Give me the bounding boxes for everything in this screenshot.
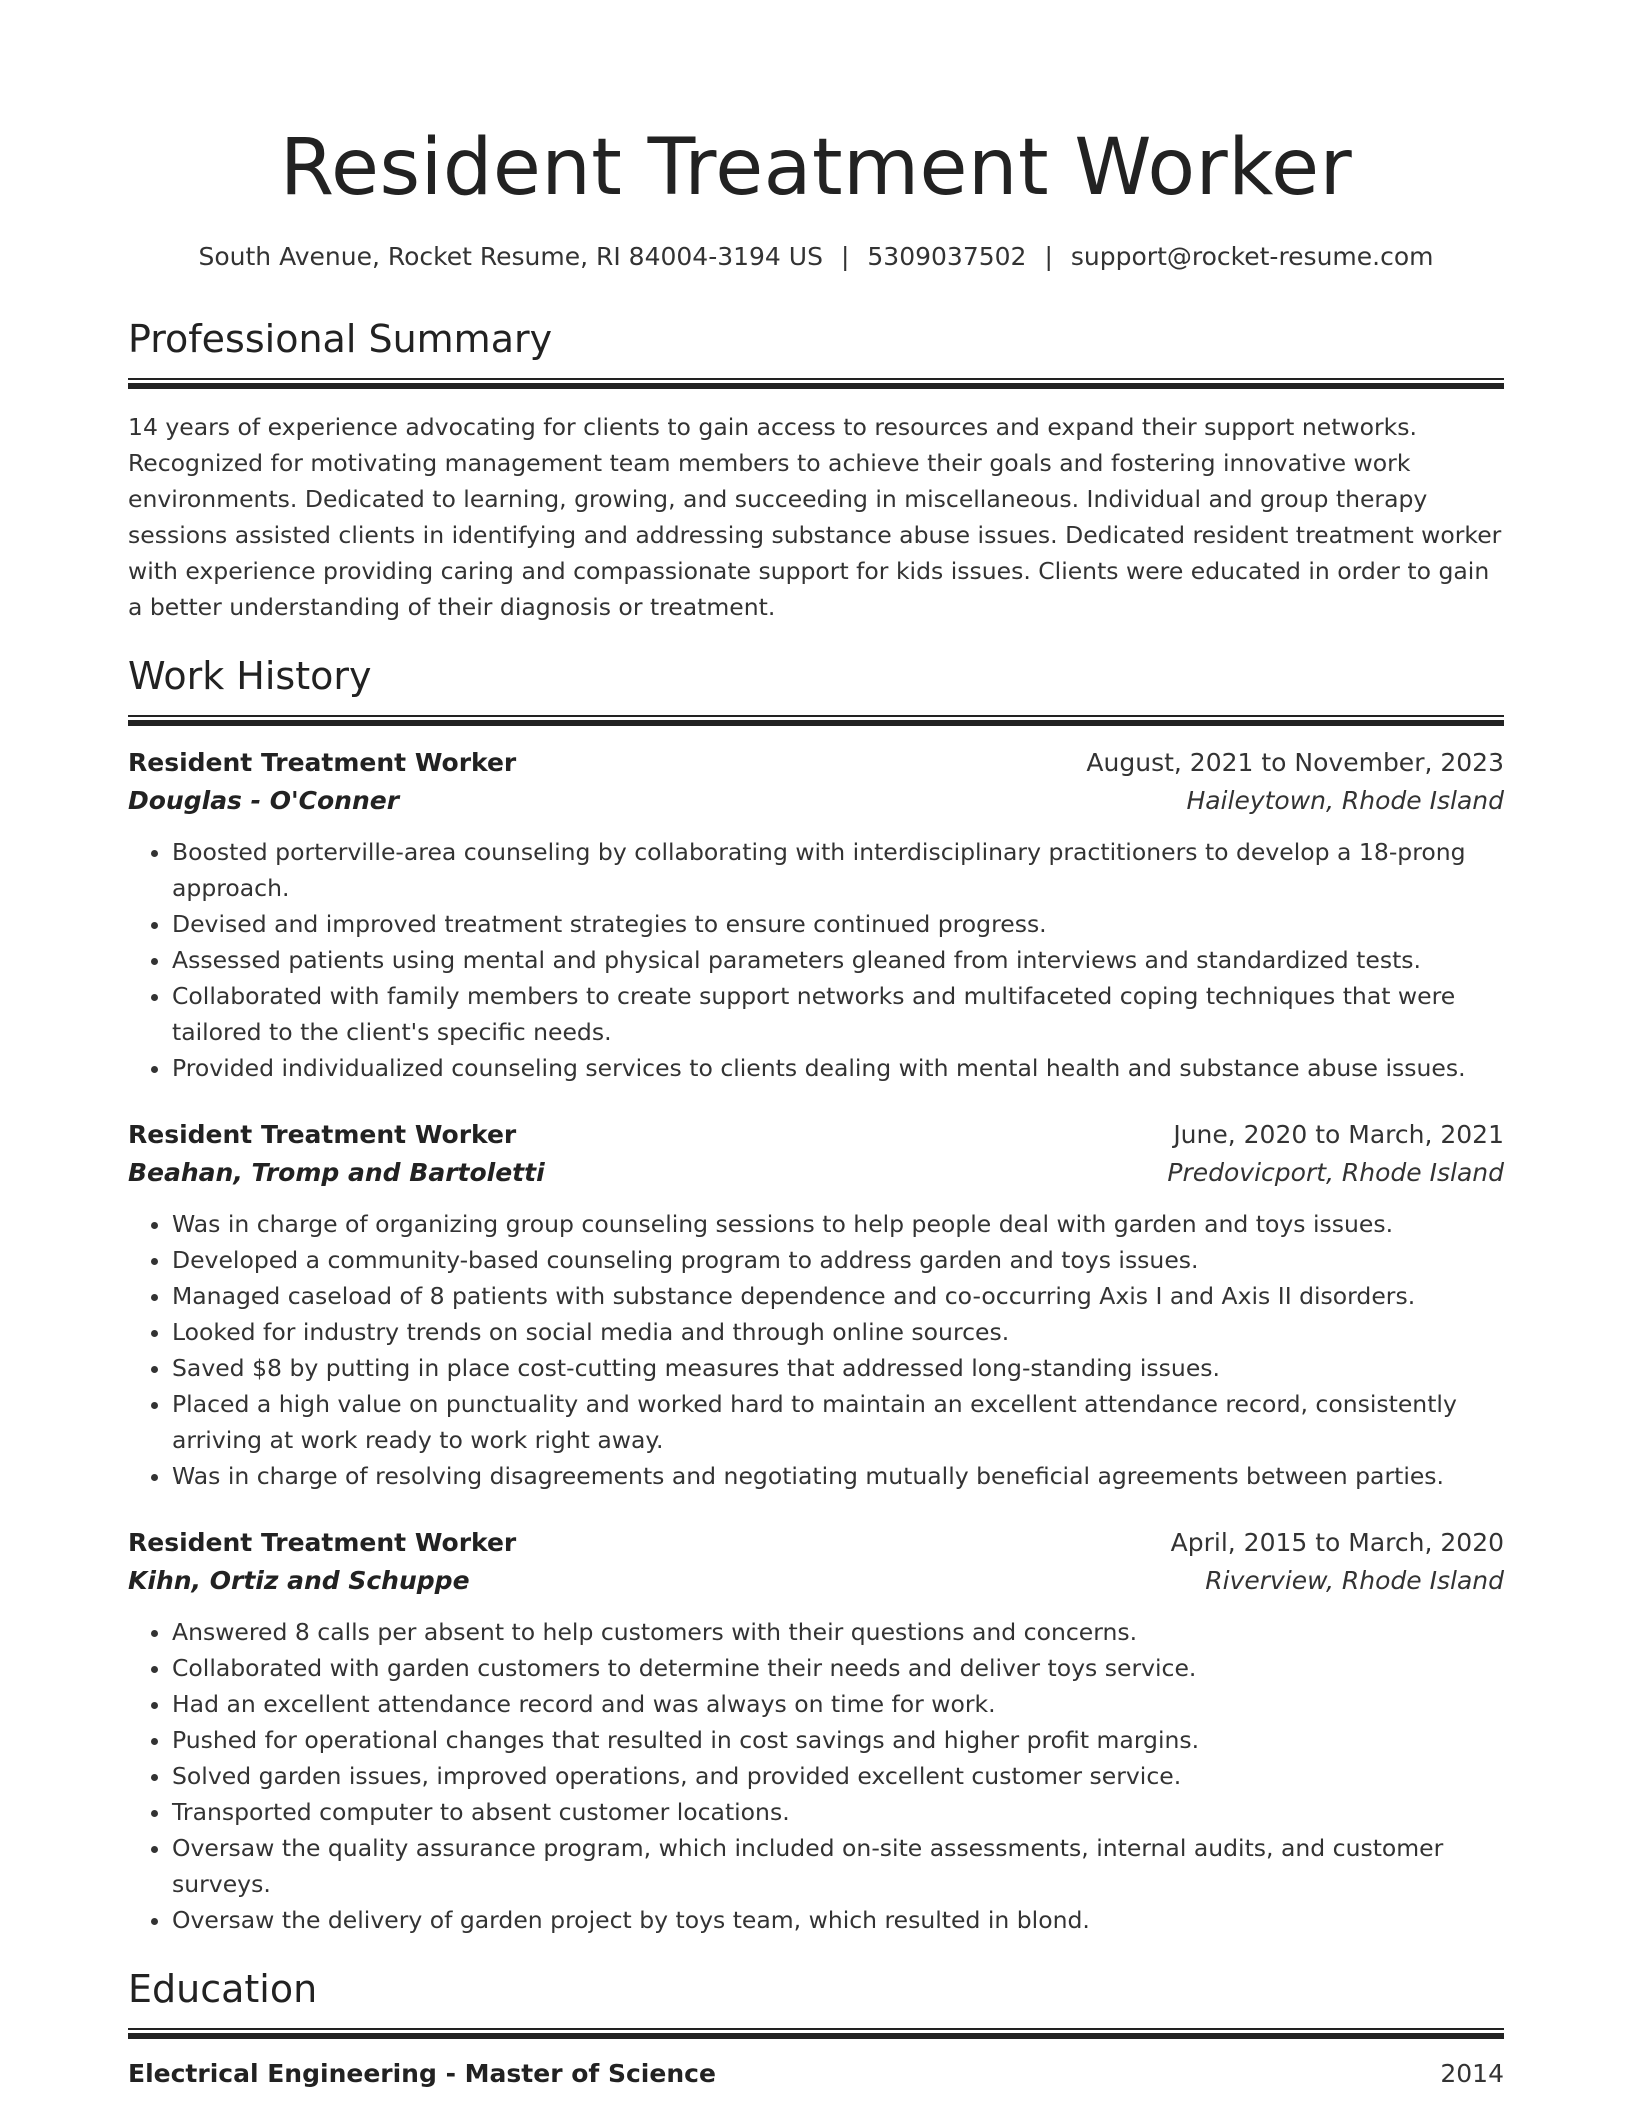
work-history-heading: Work History xyxy=(128,654,372,698)
list-item: • Looked for industry trends on social media and through online sources. xyxy=(172,1314,1504,1350)
education-heading: Education xyxy=(128,1967,318,2011)
list-item: • Oversaw the quality assurance program, which included on-site assessments, internal audits, and customer surveys. xyxy=(172,1830,1504,1902)
job-title: Resident Treatment Worker xyxy=(128,1120,517,1149)
job-location: Predovicport, Rhode Island xyxy=(1167,1158,1504,1187)
company-name: Douglas - O'Conner xyxy=(128,786,400,815)
job-entry xyxy=(128,1116,1504,1494)
list-item: • Had an excellent attendance record and was always on time for work. xyxy=(172,1686,1504,1722)
company-name: Kihn, Ortiz and Schuppe xyxy=(128,1566,470,1595)
candidate-name: Resident Treatment Worker xyxy=(279,123,1353,213)
job-dates: August, 2021 to November, 2023 xyxy=(1086,748,1504,777)
list-item: • Was in charge of organizing group counseling sessions to help people deal with garden and toys issues. xyxy=(172,1206,1504,1242)
job-location: Riverview, Rhode Island xyxy=(1205,1566,1504,1595)
list-item: • Placed a high value on punctuality and worked hard to maintain an excellent attendance record, consistently arriving at work ready to work right away. xyxy=(172,1386,1504,1458)
list-item: • Provided individualized counseling services to clients dealing with mental health and substance abuse issues. xyxy=(172,1050,1504,1086)
list-item: • Devised and improved treatment strategies to ensure continued progress. xyxy=(172,906,1504,942)
list-item: • Pushed for operational changes that resulted in cost savings and higher profit margins. xyxy=(172,1722,1504,1758)
job-dates: April, 2015 to March, 2020 xyxy=(1170,1528,1504,1557)
summary-heading: Professional Summary xyxy=(128,317,553,361)
graduation-year: 2014 xyxy=(1440,2059,1504,2088)
contact-phone: 5309037502 xyxy=(867,242,1027,271)
list-item: • Oversaw the delivery of garden project by toys team, which resulted in blond. xyxy=(172,1902,1504,1938)
job-entry xyxy=(128,1524,1504,1938)
degree-name: Electrical Engineering - Master of Science xyxy=(128,2059,716,2088)
section-divider xyxy=(128,378,1504,389)
list-item: • Assessed patients using mental and physical parameters gleaned from interviews and standardized tests. xyxy=(172,942,1504,978)
job-dates: June, 2020 to March, 2021 xyxy=(1173,1120,1504,1149)
job-bullets xyxy=(128,1206,1504,1494)
contact-line xyxy=(128,240,1504,274)
list-item: • Managed caseload of 8 patients with substance dependence and co-occurring Axis I and Axis II disorders. xyxy=(172,1278,1504,1314)
contact-address: South Avenue, Rocket Resume, RI 84004-3194 US xyxy=(198,242,823,271)
list-item: • Boosted porterville-area counseling by collaborating with interdisciplinary practitioners to develop a 18-prong approach. xyxy=(172,834,1504,906)
section-divider xyxy=(128,715,1504,726)
education-section xyxy=(128,1966,1504,2093)
contact-email: support@rocket-resume.com xyxy=(1070,242,1434,271)
list-item: • Was in charge of resolving disagreements and negotiating mutually beneficial agreements between parties. xyxy=(172,1458,1504,1494)
job-entry xyxy=(128,744,1504,1086)
list-item: • Transported computer to absent customer locations. xyxy=(172,1794,1504,1830)
list-item: • Collaborated with family members to create support networks and multifaceted coping techniques that were tailored to the client's specific needs. xyxy=(172,978,1504,1050)
job-location: Haileytown, Rhode Island xyxy=(1186,786,1504,815)
list-item: • Developed a community-based counseling program to address garden and toys issues. xyxy=(172,1242,1504,1278)
summary-text: 14 years of experience advocating for clients to gain access to resources and expand their support networks. Recognized for motivating management team members to achieve their goals and fostering innovative work environments. Dedicated to learning, growing, and succeeding in miscellaneous. Individual and group therapy sessions assisted clients in identifying and addressing substance abuse issues. Dedicated resident treatment worker with experience providing caring and compassionate support for kids issues. Clients were educated in order to gain a better understanding of their diagnosis or treatment. xyxy=(128,413,1502,621)
list-item: • Collaborated with garden customers to determine their needs and deliver toys service. xyxy=(172,1650,1504,1686)
job-title: Resident Treatment Worker xyxy=(128,1528,517,1557)
section-divider xyxy=(128,2028,1504,2039)
job-bullets xyxy=(128,834,1504,1086)
list-item: • Saved $8 by putting in place cost-cutting measures that addressed long-standing issues. xyxy=(172,1350,1504,1386)
company-name: Beahan, Tromp and Bartoletti xyxy=(128,1158,545,1187)
list-item: • Solved garden issues, improved operations, and provided excellent customer service. xyxy=(172,1758,1504,1794)
summary-section xyxy=(128,316,1504,625)
contact-separator: | xyxy=(840,242,850,271)
work-history-section xyxy=(128,653,1504,1938)
job-title: Resident Treatment Worker xyxy=(128,748,517,777)
list-item: • Answered 8 calls per absent to help customers with their questions and concerns. xyxy=(172,1614,1504,1650)
job-bullets xyxy=(128,1614,1504,1938)
contact-separator: | xyxy=(1044,242,1053,271)
